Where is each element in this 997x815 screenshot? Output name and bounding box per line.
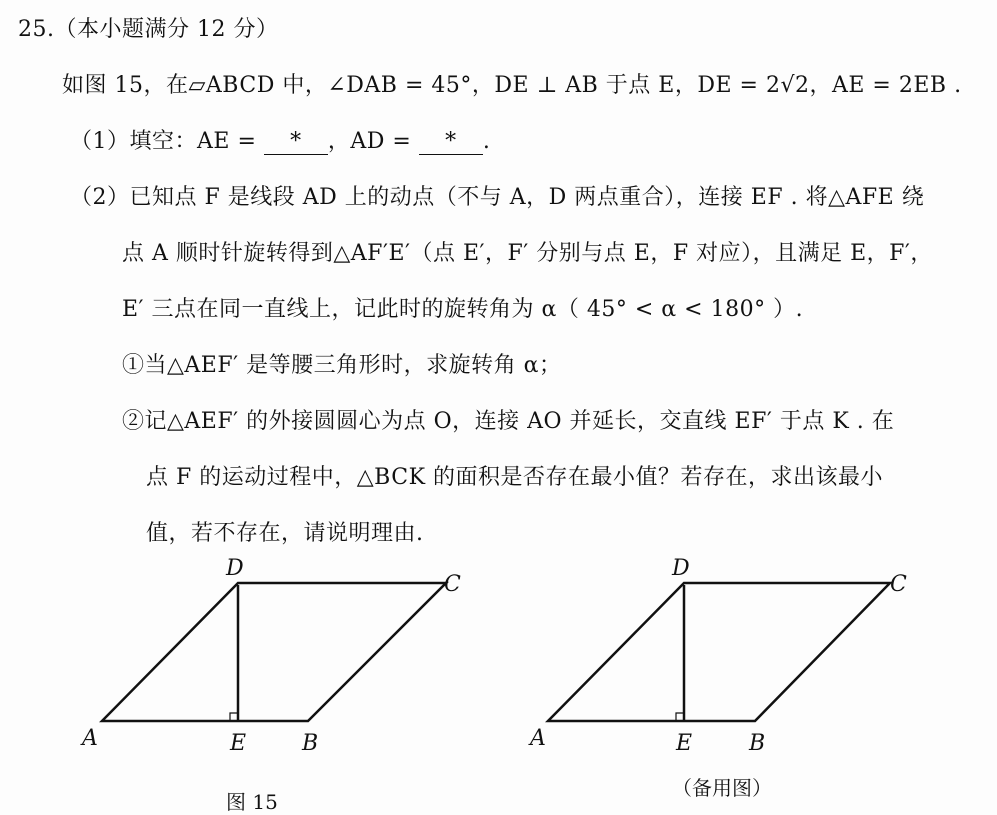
label-a: A	[82, 726, 98, 751]
sub-question-1: ①当△AEF′ 是等腰三角形时，求旋转角 α；	[122, 353, 562, 378]
label-e: E	[230, 731, 247, 756]
sub-question-2-line-2: 点 F 的运动过程中，△BCK 的面积是否存在最小值？若存在，求出该最小	[146, 465, 884, 490]
backup-label-d: D	[672, 556, 690, 581]
sub-question-2-line-1: ②记△AEF′ 的外接圆圆心为点 O，连接 AO 并延长，交直线 EF′ 于点 K . 在	[122, 409, 895, 434]
q1-blank-ad: *	[419, 130, 483, 155]
q1-end: .	[482, 129, 491, 154]
backup-label-a: A	[530, 726, 546, 751]
question-2-line-1: （2）已知点 F 是线段 AD 上的动点（不与 A，D 两点重合），连接 EF . 将△AFE 绕	[70, 185, 925, 210]
figure-15-caption: 图 15	[226, 790, 278, 814]
question-2-line-2: 点 A 顺时针旋转得到△AF′E′（点 E′，F′ 分别与点 E，F 对应），且满足 E，F′，	[122, 241, 933, 266]
label-d: D	[226, 556, 244, 581]
problem-intro: 如图 15，在▱ABCD 中，∠DAB = 45°，DE ⊥ AB 于点 E，DE = 2√2，AE = 2EB .	[62, 73, 962, 98]
backup-figure-caption: （备用图）	[672, 776, 772, 800]
q1-prefix: （1）填空：AE =	[70, 129, 257, 154]
label-b: B	[302, 731, 319, 756]
backup-label-c: C	[890, 572, 907, 597]
label-c: C	[444, 572, 461, 597]
q1-blank-ae: *	[264, 130, 328, 155]
backup-label-e: E	[676, 731, 693, 756]
q1-mid: ，AD =	[327, 129, 412, 154]
backup-label-b: B	[749, 731, 766, 756]
problem-header: 25.（本小题满分 12 分）	[18, 17, 279, 42]
question-2-line-3: E′ 三点在同一直线上，记此时的旋转角为 α（ 45° < α < 180° ）.	[122, 297, 804, 322]
sub-question-2-line-3: 值，若不存在，请说明理由.	[146, 521, 424, 546]
backup-parallelogram-abcd	[548, 583, 890, 721]
parallelogram-abcd	[102, 583, 446, 721]
